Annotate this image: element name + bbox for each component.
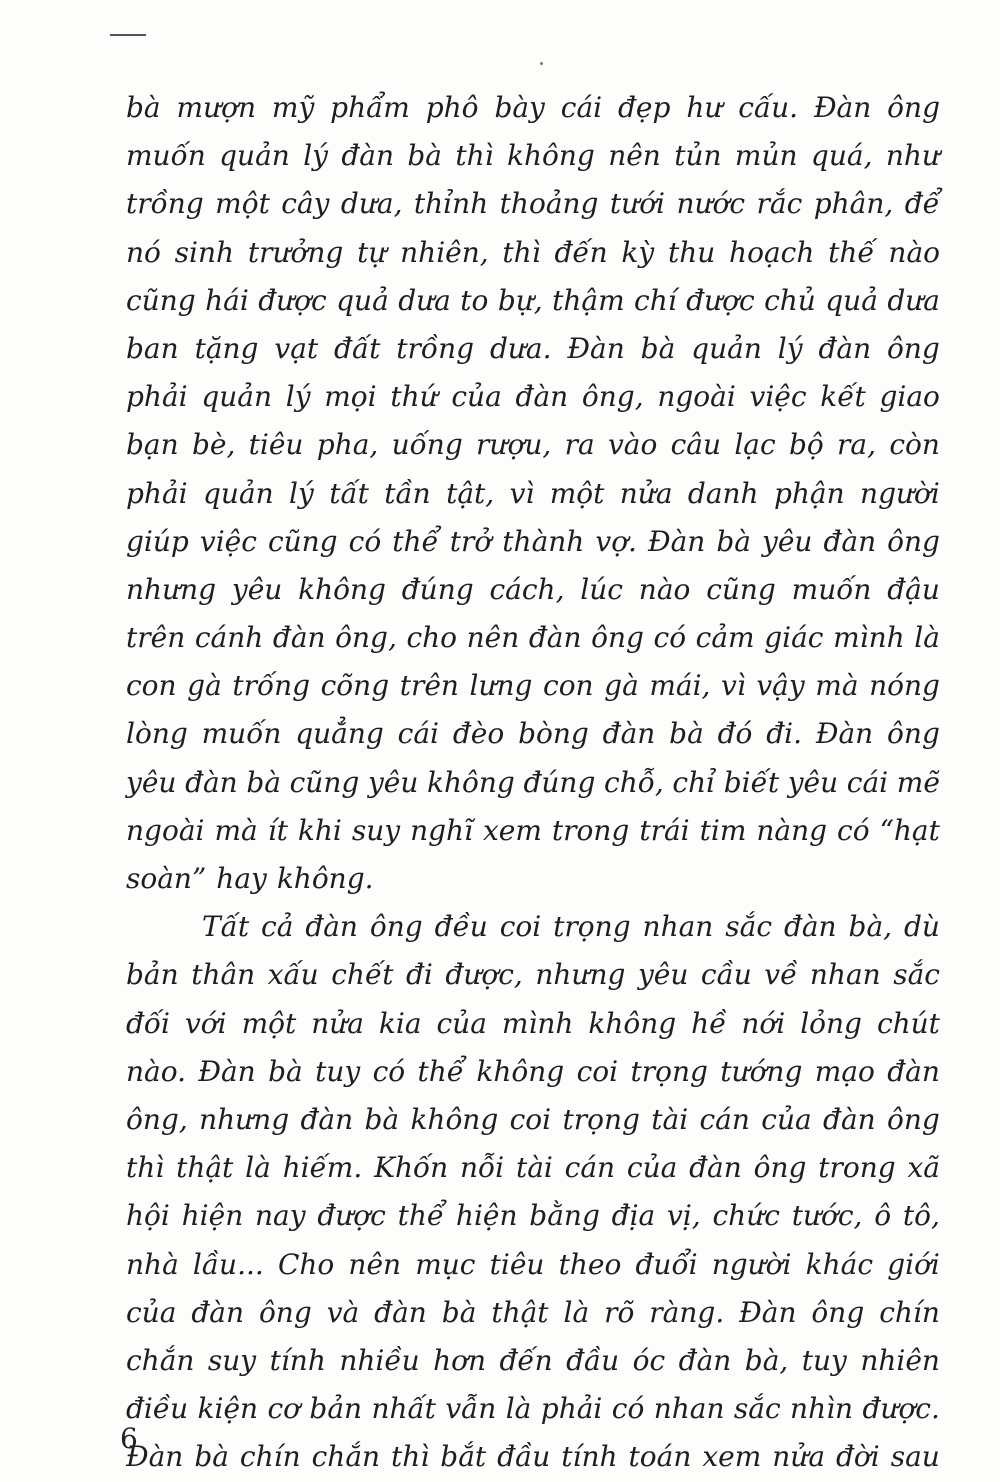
text-line: của đàn ông và đàn bà thật là rõ ràng. Đàn ông chín — [126, 1295, 940, 1329]
text-line: cũng hái được quả dưa to bự, thậm chí được chủ quả dưa — [126, 283, 940, 317]
text-line: soàn” hay không. — [126, 862, 374, 895]
text-line: con gà trống cõng trên lưng con gà mái, vì vậy mà nóng — [126, 669, 940, 703]
text-line: trên cánh đàn ông, cho nên đàn ông có cảm giác mình là — [126, 621, 940, 655]
body-text — [126, 84, 940, 1481]
text-line: yêu đàn bà cũng yêu không đúng chỗ, chỉ biết yêu cái mẽ — [126, 765, 940, 799]
text-line: nào. Đàn bà tuy có thể không coi trọng tướng mạo đàn — [126, 1054, 940, 1088]
text-line: bạn bè, tiêu pha, uống rượu, ra vào câu lạc bộ ra, còn — [126, 428, 940, 462]
text-line: muốn quản lý đàn bà thì không nên tủn mủn quá, như — [126, 139, 940, 173]
text-line: bà mượn mỹ phẩm phô bày cái đẹp hư cấu. Đàn ông — [126, 91, 940, 124]
text-line: Tất cả đàn ông đều coi trọng nhan sắc đàn bà, dù — [202, 910, 940, 944]
text-line: hội hiện nay được thể hiện bằng địa vị, chức tước, ô tô, — [126, 1199, 940, 1233]
text-line: giúp việc cũng có thể trở thành vợ. Đàn bà yêu đàn ông — [126, 524, 940, 558]
text-line: ông, nhưng đàn bà không coi trọng tài cán của đàn ông — [126, 1102, 940, 1136]
text-line: Đàn bà chín chắn thì bắt đầu tính toán xem nửa đời sau — [126, 1440, 940, 1474]
page-number: 6 — [120, 1422, 138, 1455]
text-line: nhưng yêu không đúng cách, lúc nào cũng muốn đậu — [126, 572, 940, 606]
text-line: phải quản lý mọi thứ của đàn ông, ngoài việc kết giao — [126, 380, 940, 414]
text-line: nó sinh trưởng tự nhiên, thì đến kỳ thu hoạch thế nào — [126, 235, 940, 269]
text-line: phải quản lý tất tần tật, vì một nửa danh phận người — [126, 476, 940, 510]
print-speck — [540, 62, 543, 65]
text-line: thì thật là hiếm. Khốn nỗi tài cán của đàn ông trong xã — [126, 1151, 940, 1185]
text-line: chắn suy tính nhiều hơn đến đầu óc đàn bà, tuy nhiên — [126, 1343, 940, 1377]
text-line: đối với một nửa kia của mình không hề nới lỏng chút — [126, 1006, 940, 1040]
text-line: trồng một cây dưa, thỉnh thoảng tưới nước rắc phân, để — [126, 187, 940, 221]
text-line: ban tặng vạt đất trồng dưa. Đàn bà quản lý đàn ông — [126, 331, 940, 365]
text-line: điều kiện cơ bản nhất vẫn là phải có nhan sắc nhìn được. — [126, 1392, 940, 1426]
header-rule — [110, 34, 146, 36]
text-line: lòng muốn quẳng cái đèo bòng đàn bà đó đi. Đàn ông — [126, 717, 940, 751]
text-line: ngoài mà ít khi suy nghĩ xem trong trái tim nàng có “hạt — [126, 813, 940, 847]
text-line: bản thân xấu chết đi được, nhưng yêu cầu về nhan sắc — [126, 958, 940, 992]
text-line: nhà lầu... Cho nên mục tiêu theo đuổi người khác giới — [126, 1247, 940, 1281]
